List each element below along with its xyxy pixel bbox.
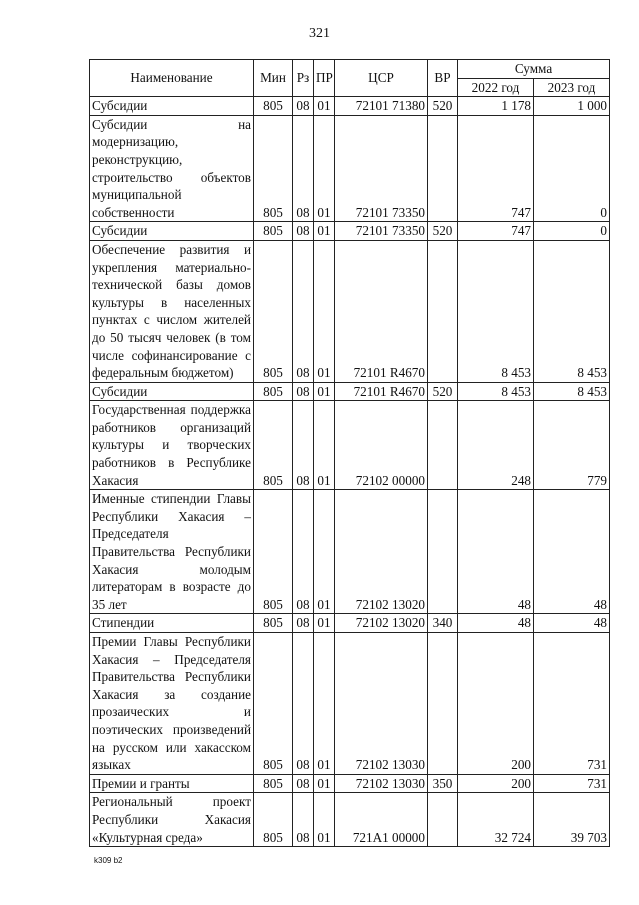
cell-sum-2022: 248	[458, 401, 534, 490]
cell-name: Субсидии на модернизацию, реконструкцию, строительство объектов муниципальной собственности	[90, 115, 254, 222]
cell-sum-2022: 747	[458, 115, 534, 222]
budget-table	[89, 59, 610, 847]
cell-sum-2022: 200	[458, 774, 534, 793]
cell-vr: 520	[428, 97, 458, 116]
cell-vr	[428, 240, 458, 382]
table-row	[90, 115, 610, 222]
cell-csr: 721A1 00000	[335, 793, 428, 847]
cell-pr: 01	[314, 115, 335, 222]
cell-csr: 72101 73350	[335, 115, 428, 222]
cell-csr: 72101 R4670	[335, 382, 428, 401]
cell-vr: 340	[428, 614, 458, 633]
cell-sum-2023: 39 703	[534, 793, 610, 847]
cell-min: 805	[254, 115, 293, 222]
cell-sum-2023: 48	[534, 614, 610, 633]
cell-name: Именные стипендии Главы Республики Хакасия – Председателя Правительства Республики Хакасия молодым литераторам в возрасте до 35 лет	[90, 490, 254, 614]
cell-csr: 72101 R4670	[335, 240, 428, 382]
cell-sum-2022: 747	[458, 222, 534, 241]
cell-min: 805	[254, 97, 293, 116]
cell-sum-2022: 200	[458, 633, 534, 775]
cell-min: 805	[254, 614, 293, 633]
table-row	[90, 633, 610, 775]
table-row	[90, 774, 610, 793]
cell-pr: 01	[314, 633, 335, 775]
header-year-2022: 2022 год	[458, 78, 534, 97]
cell-name: Государственная поддержка работников организаций культуры и творческих работников в Республике Хакасия	[90, 401, 254, 490]
cell-rz: 08	[293, 793, 314, 847]
cell-sum-2023: 8 453	[534, 382, 610, 401]
cell-sum-2023: 0	[534, 115, 610, 222]
cell-pr: 01	[314, 240, 335, 382]
cell-min: 805	[254, 240, 293, 382]
cell-min: 805	[254, 793, 293, 847]
table-row	[90, 614, 610, 633]
cell-csr: 72102 13030	[335, 633, 428, 775]
header-sum: Сумма	[458, 60, 610, 79]
cell-rz: 08	[293, 633, 314, 775]
cell-pr: 01	[314, 97, 335, 116]
header-pr: ПР	[314, 60, 335, 97]
cell-name: Региональный проект Республики Хакасия «Культурная среда»	[90, 793, 254, 847]
table-row	[90, 401, 610, 490]
table-row	[90, 382, 610, 401]
cell-vr	[428, 490, 458, 614]
cell-pr: 01	[314, 222, 335, 241]
cell-sum-2022: 8 453	[458, 382, 534, 401]
cell-csr: 72102 00000	[335, 401, 428, 490]
header-csr: ЦСР	[335, 60, 428, 97]
cell-pr: 01	[314, 401, 335, 490]
cell-name: Премии и гранты	[90, 774, 254, 793]
header-vr: ВР	[428, 60, 458, 97]
cell-sum-2023: 731	[534, 633, 610, 775]
cell-name: Премии Главы Республики Хакасия – Председателя Правительства Республики Хакасия за создание прозаических и поэтических произведений на русском или хакасском языках	[90, 633, 254, 775]
table-row	[90, 222, 610, 241]
cell-sum-2023: 1 000	[534, 97, 610, 116]
cell-name: Обеспечение развития и укрепления материально-технической базы домов культуры в населенных пунктах с числом жителей до 50 тысяч человек (в том числе софинансирование с федеральным бюджетом)	[90, 240, 254, 382]
cell-name: Субсидии	[90, 382, 254, 401]
cell-vr: 350	[428, 774, 458, 793]
cell-sum-2022: 48	[458, 490, 534, 614]
table-row	[90, 97, 610, 116]
cell-rz: 08	[293, 774, 314, 793]
cell-sum-2023: 48	[534, 490, 610, 614]
cell-min: 805	[254, 401, 293, 490]
cell-pr: 01	[314, 490, 335, 614]
cell-sum-2022: 8 453	[458, 240, 534, 382]
cell-sum-2023: 8 453	[534, 240, 610, 382]
cell-rz: 08	[293, 97, 314, 116]
cell-pr: 01	[314, 382, 335, 401]
cell-min: 805	[254, 222, 293, 241]
cell-pr: 01	[314, 774, 335, 793]
cell-vr: 520	[428, 382, 458, 401]
page-number: 321	[309, 26, 330, 41]
cell-min: 805	[254, 382, 293, 401]
cell-vr	[428, 633, 458, 775]
cell-csr: 72101 73350	[335, 222, 428, 241]
cell-csr: 72102 13030	[335, 774, 428, 793]
table-row	[90, 240, 610, 382]
cell-name: Субсидии	[90, 97, 254, 116]
cell-vr: 520	[428, 222, 458, 241]
footer-code: k309 b2	[94, 856, 123, 865]
header-name: Наименование	[90, 60, 254, 97]
table-row	[90, 490, 610, 614]
cell-rz: 08	[293, 222, 314, 241]
table-body	[90, 97, 610, 847]
header-min: Мин	[254, 60, 293, 97]
cell-min: 805	[254, 633, 293, 775]
cell-name: Стипендии	[90, 614, 254, 633]
cell-csr: 72102 13020	[335, 614, 428, 633]
cell-csr: 72101 71380	[335, 97, 428, 116]
cell-sum-2023: 731	[534, 774, 610, 793]
cell-rz: 08	[293, 115, 314, 222]
cell-rz: 08	[293, 490, 314, 614]
cell-min: 805	[254, 490, 293, 614]
cell-rz: 08	[293, 614, 314, 633]
cell-min: 805	[254, 774, 293, 793]
header-year-2023: 2023 год	[534, 78, 610, 97]
cell-rz: 08	[293, 240, 314, 382]
cell-csr: 72102 13020	[335, 490, 428, 614]
cell-name: Субсидии	[90, 222, 254, 241]
cell-sum-2022: 32 724	[458, 793, 534, 847]
cell-vr	[428, 115, 458, 222]
cell-sum-2022: 48	[458, 614, 534, 633]
cell-pr: 01	[314, 793, 335, 847]
cell-sum-2023: 0	[534, 222, 610, 241]
table-row	[90, 793, 610, 847]
cell-rz: 08	[293, 382, 314, 401]
cell-rz: 08	[293, 401, 314, 490]
header-rz: Рз	[293, 60, 314, 97]
cell-sum-2022: 1 178	[458, 97, 534, 116]
cell-pr: 01	[314, 614, 335, 633]
cell-vr	[428, 793, 458, 847]
cell-vr	[428, 401, 458, 490]
cell-sum-2023: 779	[534, 401, 610, 490]
